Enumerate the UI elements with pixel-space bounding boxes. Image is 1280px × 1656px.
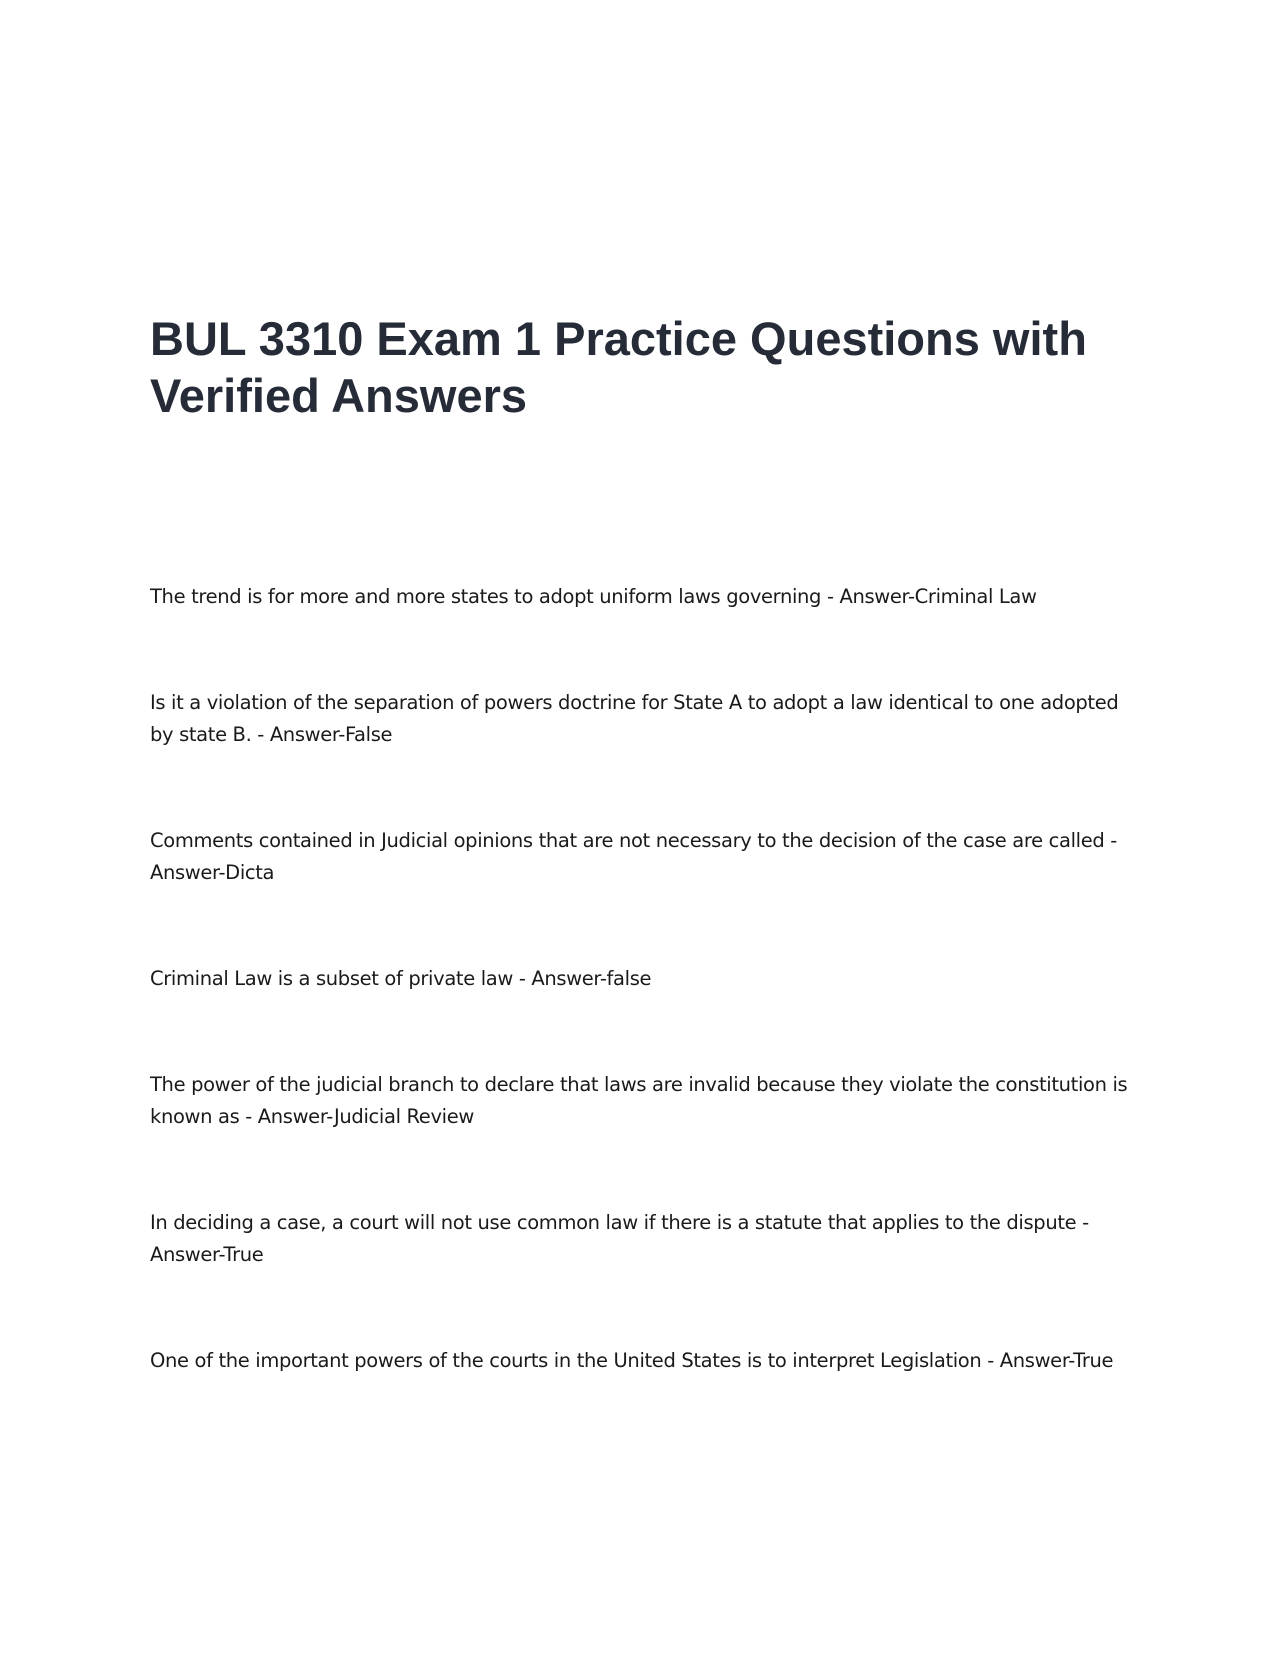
qa-item-2: Is it a violation of the separation of powers doctrine for State A to adopt a law identical to one adopted by state B. - Answer-False <box>150 691 1119 746</box>
document-title: BUL 3310 Exam 1 Practice Questions with Verified Answers <box>150 312 1087 422</box>
qa-item-1: The trend is for more and more states to adopt uniform laws governing - Answer-Criminal Law <box>150 585 1037 608</box>
qa-item-7: One of the important powers of the courts in the United States is to interpret Legislation - Answer-True <box>150 1349 1114 1372</box>
qa-item-4: Criminal Law is a subset of private law - Answer-false <box>150 967 652 990</box>
qa-item-3: Comments contained in Judicial opinions that are not necessary to the decision of the case are called - Answer-Dicta <box>150 829 1117 884</box>
qa-item-5: The power of the judicial branch to declare that laws are invalid because they violate the constitution is known as - Answer-Judicial Review <box>150 1073 1128 1128</box>
qa-item-6: In deciding a case, a court will not use common law if there is a statute that applies to the dispute - Answer-True <box>150 1211 1089 1266</box>
